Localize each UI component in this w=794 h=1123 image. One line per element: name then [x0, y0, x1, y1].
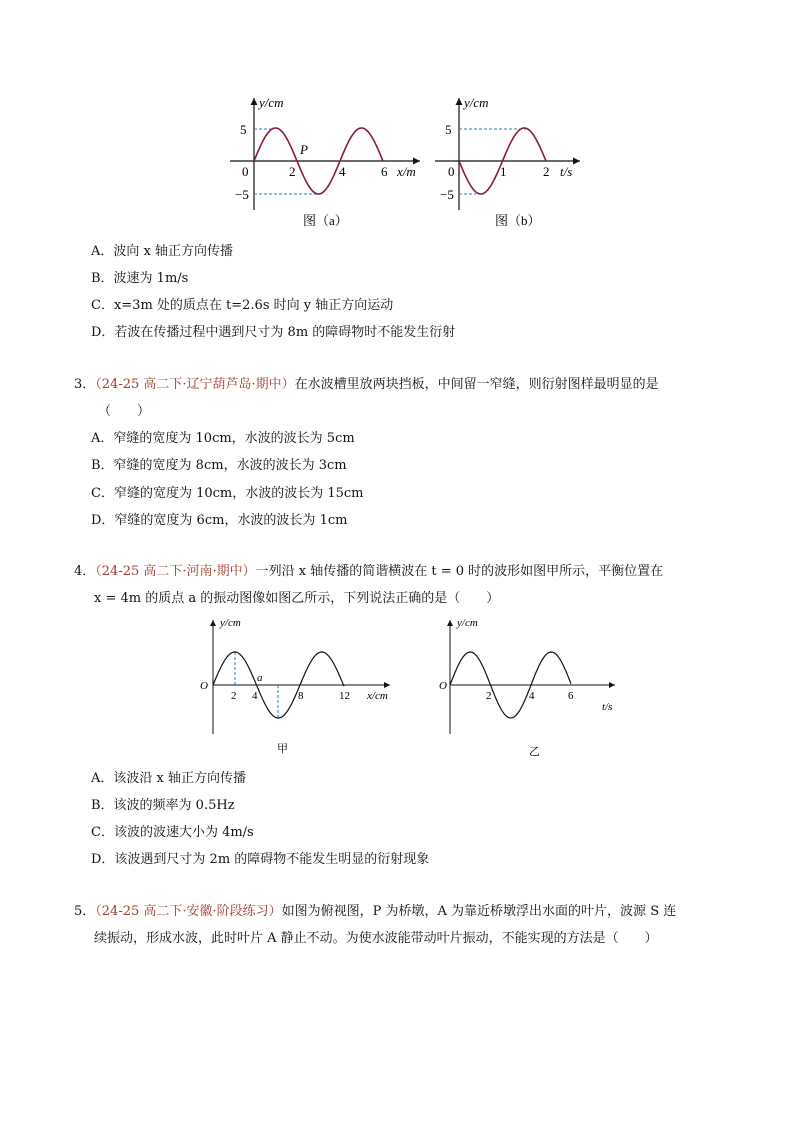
q4-option-b: B．该波的频率为 0.5Hz [91, 798, 235, 813]
q4-figure-yi [435, 612, 625, 762]
q4-stem-line1 [74, 560, 663, 579]
fig-jia-ylabel: y/cm [220, 617, 241, 629]
fig-jia-xtick-12: 12 [339, 690, 350, 702]
fig-b-ytick-neg5: −5 [440, 187, 454, 202]
q4-source: （24-25 高二下·河南·期中） [95, 564, 256, 579]
q4-option-c: C．该波的波速大小为 4m/s [91, 825, 254, 840]
q4-option-d: D．该波遇到尺寸为 2m 的障碍物不能发生明显的衍射现象 [91, 852, 430, 867]
q5-number: 5． [74, 904, 96, 919]
q2-figure-a [225, 90, 430, 230]
q3-stem [74, 373, 659, 392]
fig-b-xtick-0: 0 [448, 164, 455, 179]
fig-a-xtick-4: 4 [339, 164, 346, 179]
fig-a-xtick-6: 6 [381, 164, 388, 179]
fig-b-caption: 图（b） [495, 213, 541, 228]
q3-option-d: D．窄缝的宽度为 6cm，水波的波长为 1cm [91, 513, 348, 528]
fig-b-xlabel: t/s [560, 164, 573, 179]
q4-option-a: A．该波沿 x 轴正方向传播 [91, 771, 246, 786]
fig-a-point-p: P [300, 142, 308, 157]
q5-source: （24-25 高二下·安徽·阶段练习） [95, 904, 282, 919]
q2-option-a: A．波向 x 轴正方向传播 [91, 244, 233, 259]
q4-stem-text1: 一列沿 x 轴传播的简谐横波在 t = 0 时的波形如图甲所示，平衡位置在 [255, 564, 664, 579]
q3-number: 3． [74, 377, 96, 392]
q4-stem-line2: x = 4m 的质点 a 的振动图像如图乙所示，下列说法正确的是（ ） [94, 591, 500, 606]
q2-option-b: B．波速为 1m/s [91, 271, 189, 286]
fig-jia-point-a: a [257, 672, 263, 684]
fig-b-xtick-1: 1 [500, 164, 507, 179]
fig-jia-origin: O [200, 680, 208, 692]
fig-jia-caption: 甲 [277, 743, 288, 755]
q3-option-a: A．窄缝的宽度为 10cm，水波的波长为 5cm [91, 431, 355, 446]
q4-figure-jia [195, 612, 400, 762]
fig-a-ytick-neg5: −5 [235, 187, 249, 202]
fig-yi-xtick-6: 6 [568, 690, 574, 702]
fig-yi-xlabel: t/s [602, 701, 613, 713]
fig-jia-xtick-2: 2 [231, 690, 237, 702]
fig-a-xtick-0: 0 [242, 164, 249, 179]
fig-a-xtick-2: 2 [289, 164, 296, 179]
q3-source: （24-25 高二下·辽宁葫芦岛·期中） [95, 377, 295, 392]
fig-a-ytick-5: 5 [240, 122, 247, 137]
q5-stem-text1: 如图为俯视图，P 为桥墩，A 为靠近桥墩浮出水面的叶片，波源 S 连 [281, 904, 677, 919]
fig-a-ylabel: y/cm [259, 95, 284, 110]
fig-yi-xtick-4: 4 [529, 690, 535, 702]
q3-option-c: C．窄缝的宽度为 10cm，水波的波长为 15cm [91, 486, 364, 501]
fig-b-ylabel: y/cm [464, 95, 489, 110]
q4-number: 4． [74, 564, 96, 579]
q3-option-b: B．窄缝的宽度为 8cm，水波的波长为 3cm [91, 458, 347, 473]
fig-yi-origin: O [439, 680, 447, 692]
fig-yi-ylabel: y/cm [457, 617, 478, 629]
q5-stem-line2: 续振动，形成水波，此时叶片 A 静止不动。为使水波能带动叶片振动，不能实现的方法是（ ） [94, 931, 658, 946]
q3-blank: （ ） [98, 404, 151, 419]
fig-yi-xtick-2: 2 [486, 690, 492, 702]
fig-yi-caption: 乙 [529, 746, 540, 758]
q2-option-c: C．x=3m 处的质点在 t=2.6s 时向 y 轴正方向运动 [91, 298, 394, 313]
fig-jia-xtick-4: 4 [252, 690, 258, 702]
fig-b-ytick-5: 5 [445, 122, 452, 137]
fig-jia-xlabel: x/cm [367, 690, 388, 702]
fig-b-xtick-2: 2 [543, 164, 550, 179]
q3-stem-text: 在水波槽里放两块挡板，中间留一窄缝，则衍射图样最明显的是 [294, 377, 659, 392]
fig-a-caption: 图（a） [303, 213, 348, 228]
fig-a-xlabel: x/m [397, 164, 416, 179]
q5-stem-line1 [74, 900, 676, 919]
fig-jia-xtick-8: 8 [298, 690, 304, 702]
q2-figure-b [430, 90, 590, 230]
q2-option-d: D．若波在传播过程中遇到尺寸为 8m 的障碍物时不能发生衍射 [91, 325, 456, 340]
